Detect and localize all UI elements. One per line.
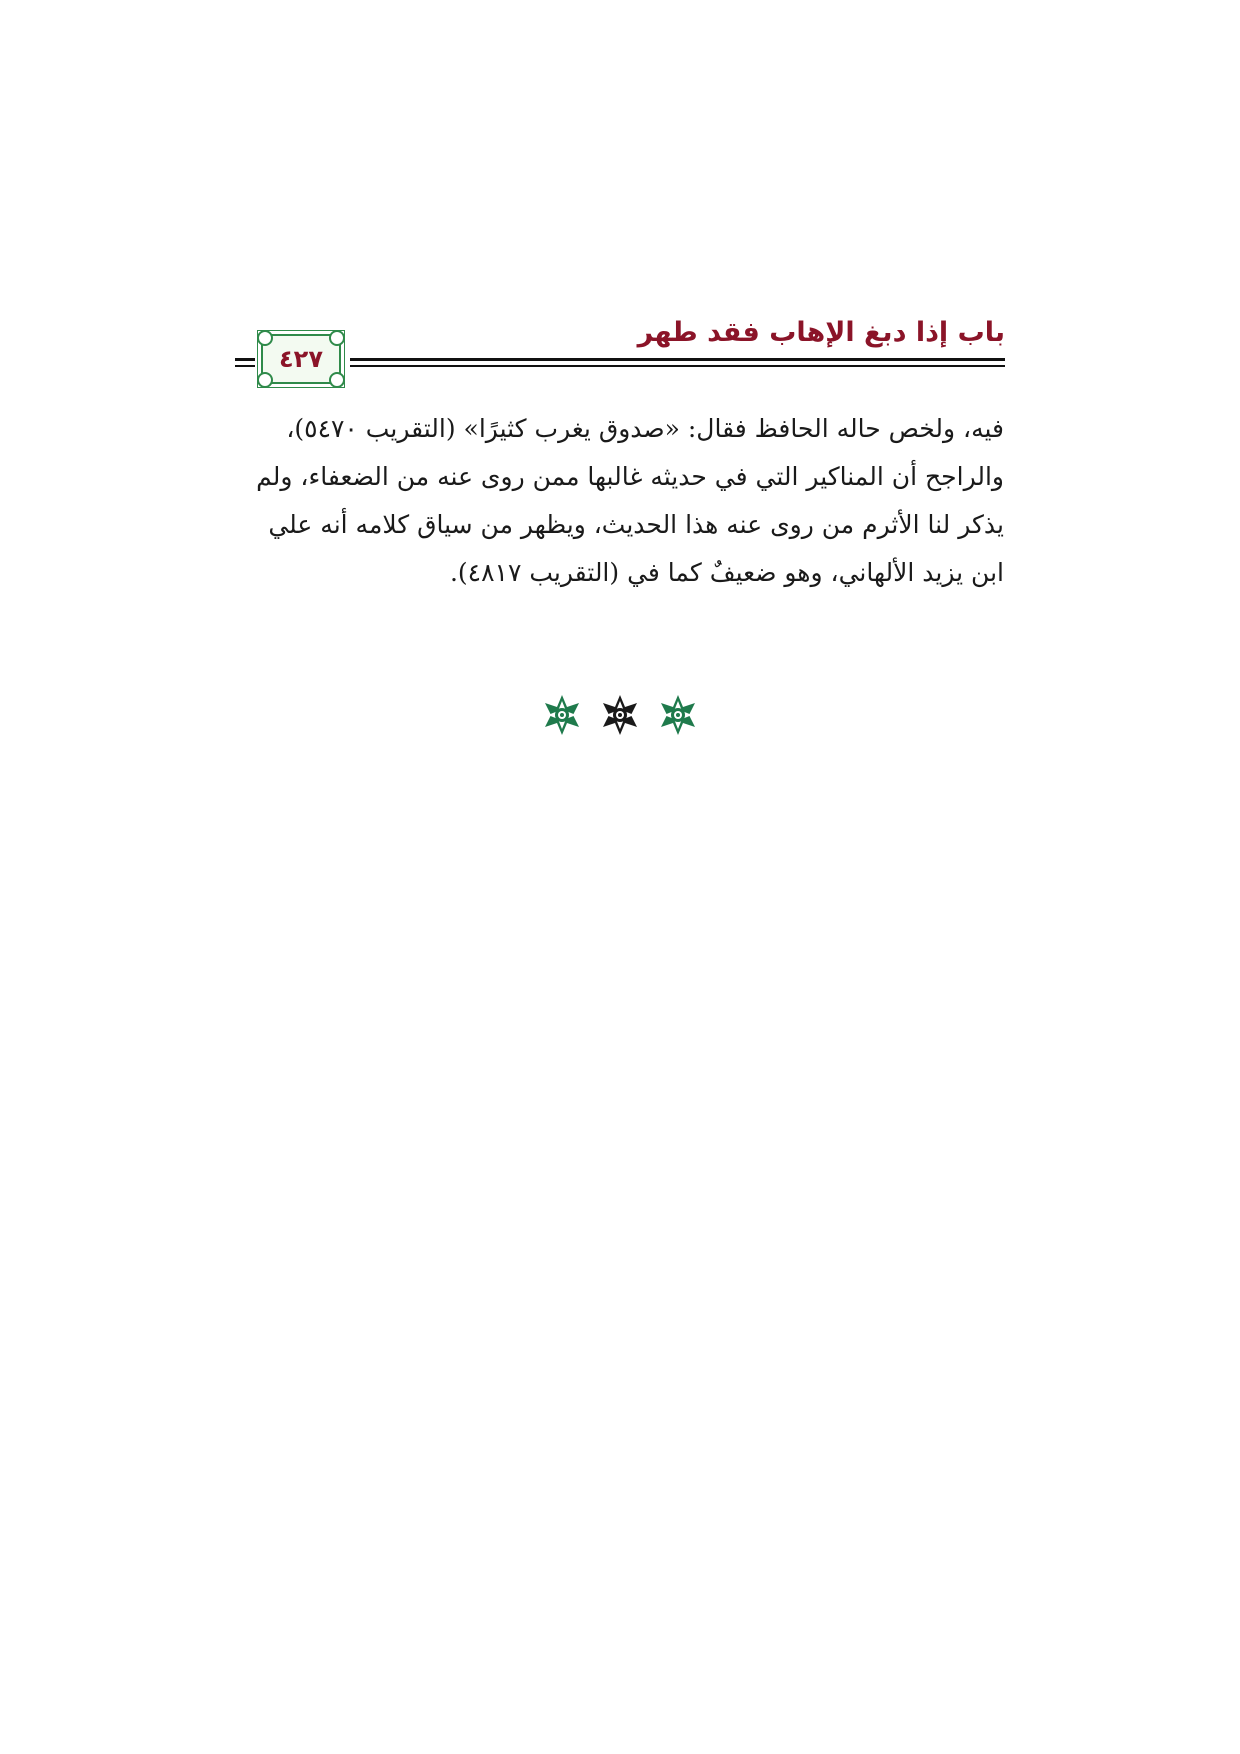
body-line: ابن يزيد الألهاني، وهو ضعيفٌ كما في (التقريب ٤٨١٧). [449,558,1004,587]
frame-corner-icon [257,330,273,346]
green-star-ornament-icon [656,693,700,737]
frame-corner-icon [257,372,273,388]
section-end-ornament [540,690,700,740]
header-rule-bottom [350,365,1005,367]
page-number: ٤٢٧ [279,345,323,373]
body-line: والراجح أن المناكير التي في حديثه غالبها ممن روى عنه من الضعفاء، ولم [256,462,1004,491]
black-star-ornament-icon [598,693,642,737]
chapter-title: باب إذا دبغ الإهاب فقد طهر [637,317,1005,348]
header-rule-top [350,358,1005,361]
frame-corner-icon [329,330,345,346]
body-line: فيه، ولخص حاله الحافظ فقال: «صدوق يغرب كثيرًا» (التقريب ٥٤٧٠)، [286,414,1004,443]
page-number-frame [261,334,341,384]
header-rule-left-bottom [235,365,255,367]
frame-corner-icon [329,372,345,388]
green-star-ornament-icon [540,693,584,737]
body-paragraph [232,405,1004,597]
header-rule-left-top [235,358,255,361]
running-header [235,310,1005,388]
body-line: يذكر لنا الأثرم من روى عنه هذا الحديث، ويظهر من سياق كلامه أنه علي [268,510,1004,539]
